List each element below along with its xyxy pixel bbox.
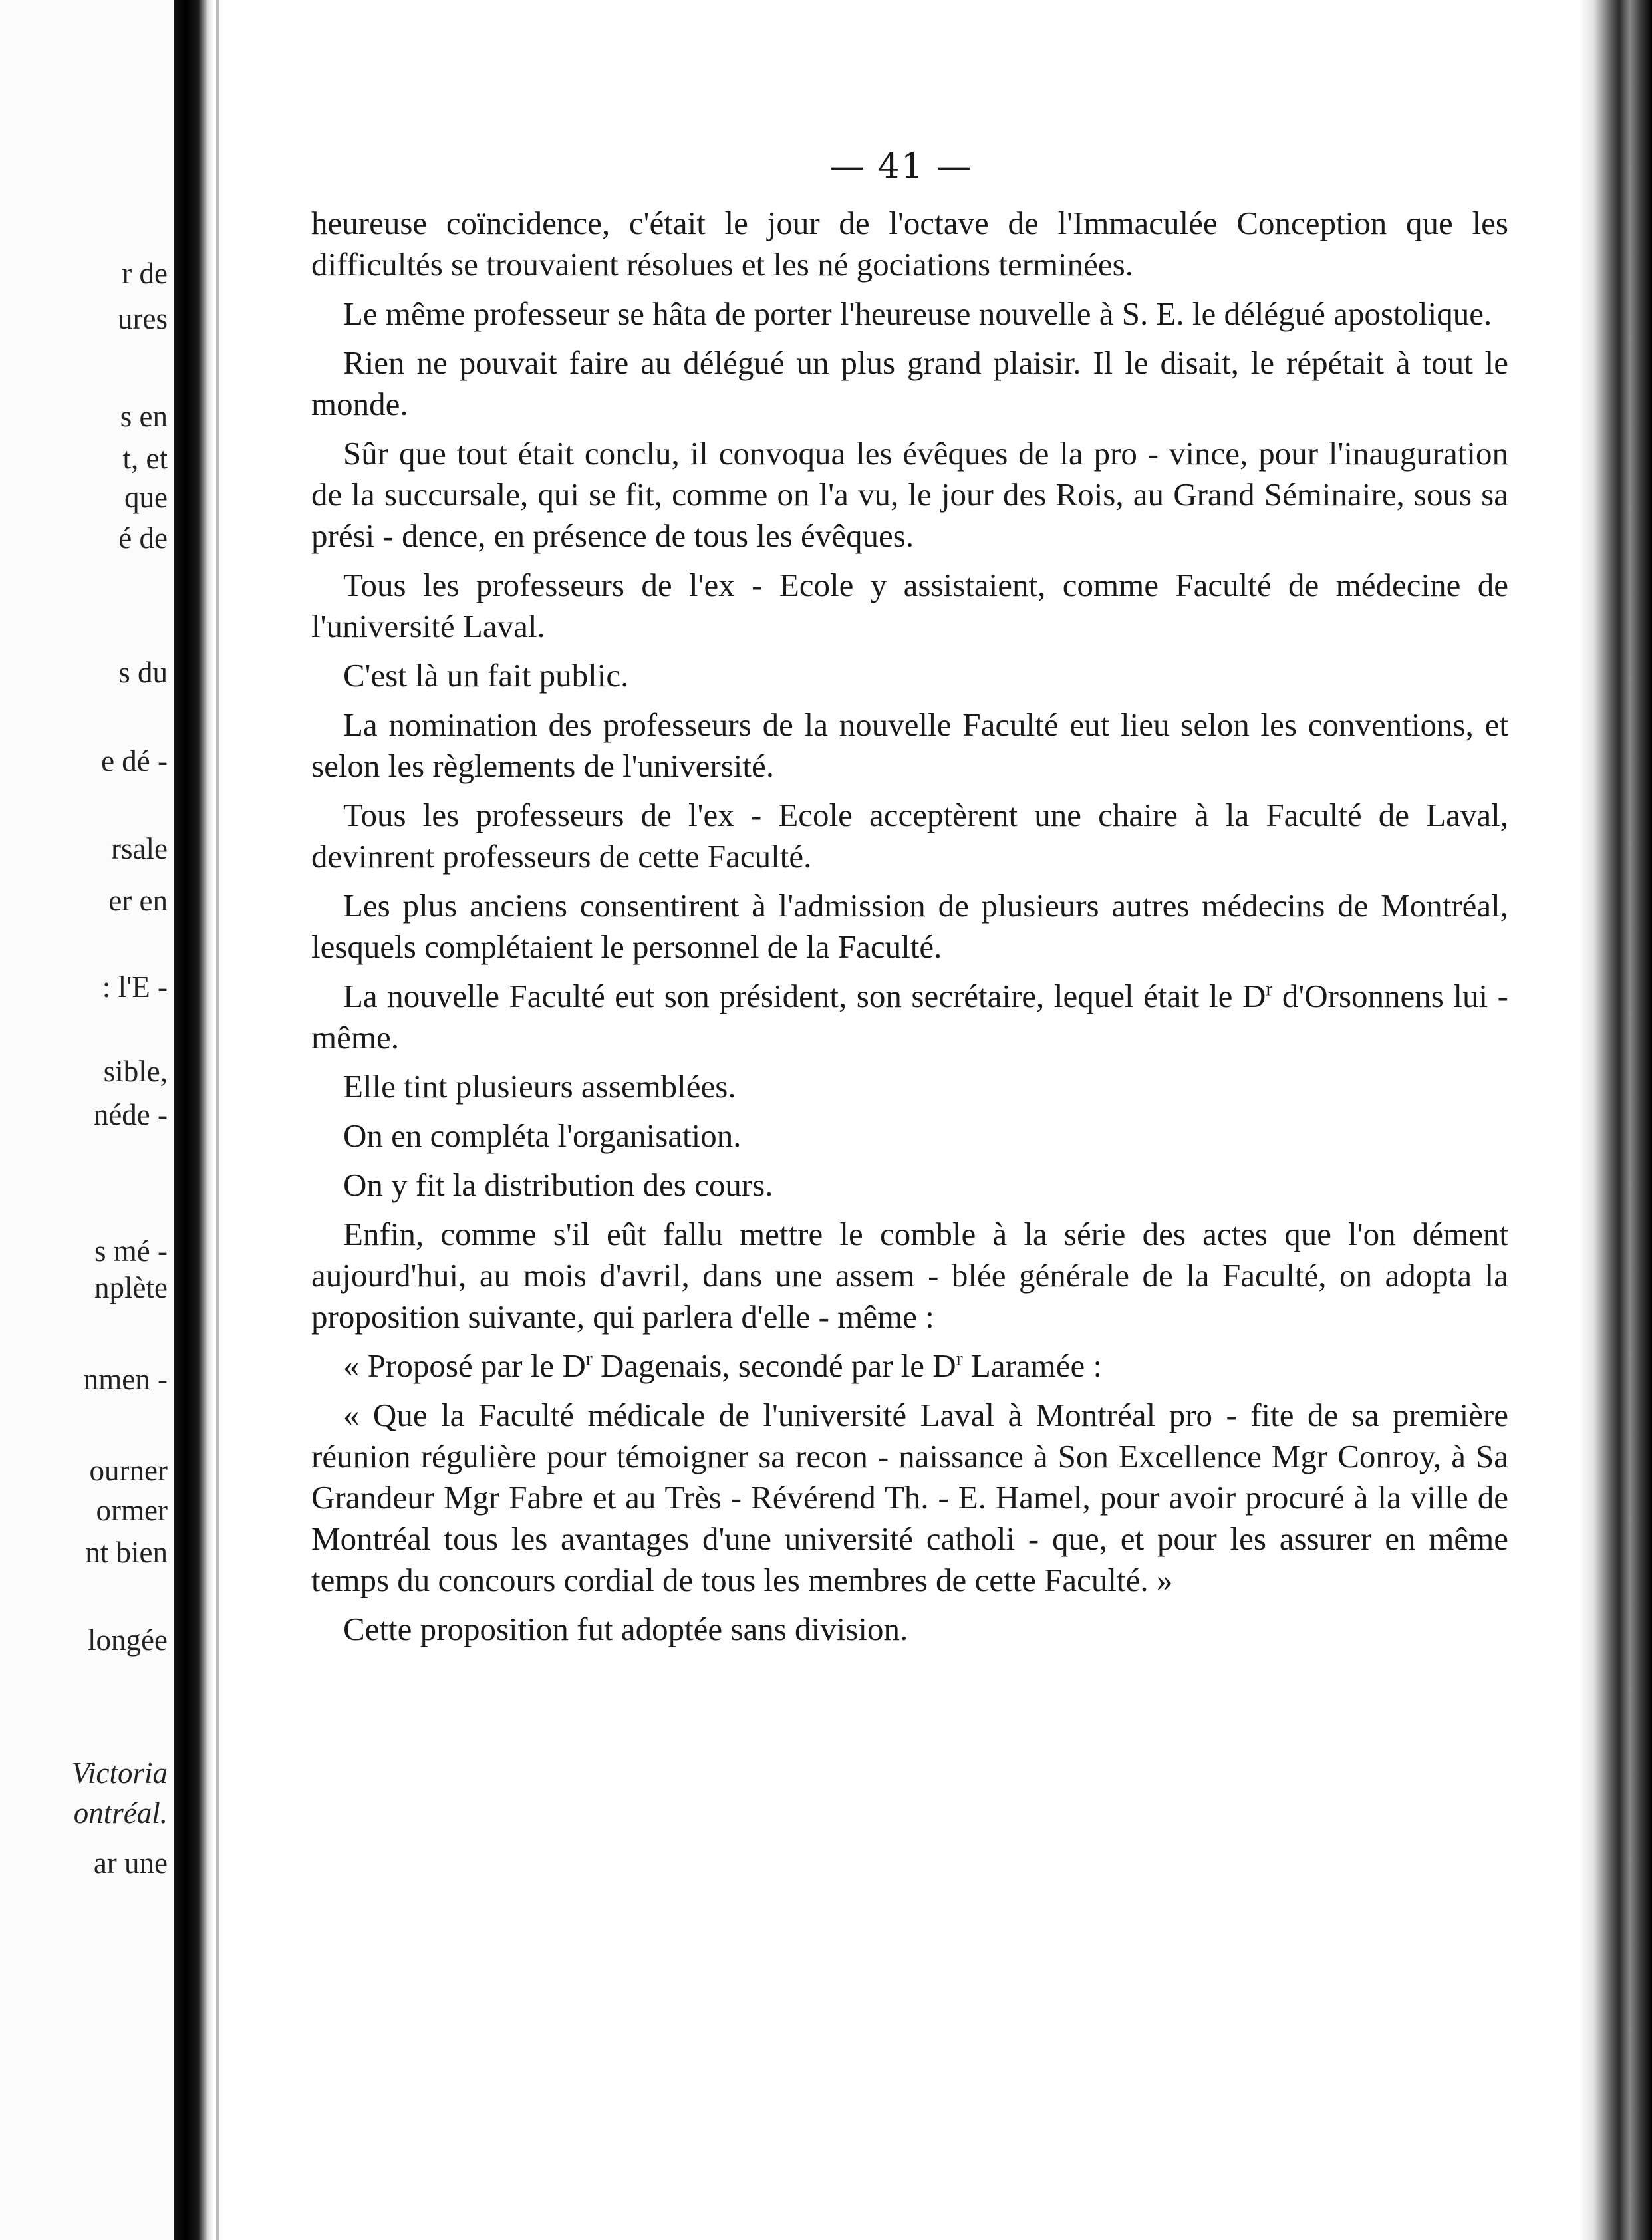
paragraph: Elle tint plusieurs assemblées. (343, 1068, 736, 1105)
gutter-edge (216, 0, 219, 2240)
paragraph-text: « Proposé par le D (343, 1347, 586, 1384)
left-fragment: s du (118, 656, 168, 689)
left-fragment: nt bien (85, 1536, 168, 1569)
left-fragment: s en (120, 400, 168, 433)
paragraph-text: La nouvelle Faculté eut son président, son secrétaire, lequel était le D (343, 978, 1266, 1014)
paragraph (311, 1345, 1508, 1387)
left-fragment: e dé - (101, 744, 168, 777)
paragraph-text: Laramée : (962, 1347, 1103, 1384)
book-gutter (174, 0, 214, 2240)
superscript: r (1266, 978, 1273, 1000)
paragraph: Cette proposition fut adoptée sans division. (343, 1611, 908, 1647)
paragraph-text: Dagenais, secondé par le D (592, 1347, 956, 1384)
left-fragment: néde - (93, 1098, 168, 1131)
paragraph: C'est là un fait public. (343, 657, 629, 694)
left-fragment: ar une (93, 1846, 168, 1880)
paragraph: Tous les professeurs de l'ex - Ecole acceptèrent une chaire à la Faculté de Laval, devinrent professeurs de cette Faculté. (311, 797, 1508, 875)
left-fragment: s mé - (94, 1234, 168, 1268)
paragraph: La nomination des professeurs de la nouvelle Faculté eut lieu selon les conventions, et selon les règlements de l'université. (311, 706, 1508, 784)
paragraph: « Que la Faculté médicale de l'université Laval à Montréal pro - fite de sa première réunion régulière pour témoigner sa recon - naissance à Son Excellence Mgr Conroy, à Sa Grandeur Mgr Fabre et au Très - Révérend Th. - E. Hamel, pour avoir procuré à la ville de Montréal tous les avantages d'une université catholi - que, et pour les assurer en même temps du concours cordial de tous les membres de cette Faculté. » (311, 1397, 1508, 1598)
paragraph (311, 976, 1508, 1058)
left-fragment: ures (118, 302, 168, 335)
left-fragment: er en (108, 884, 168, 917)
left-fragment: nmen - (83, 1363, 168, 1396)
superscript: r (585, 1347, 593, 1370)
page-stack-edge (1579, 0, 1652, 2240)
left-page-margin (0, 0, 174, 2240)
paragraph: On en compléta l'organisation. (343, 1117, 742, 1154)
left-fragment: : l'E - (102, 970, 168, 1004)
paragraph: Les plus anciens consentirent à l'admission de plusieurs autres médecins de Montréal, lesquels complétaient le personnel de la Faculté. (311, 887, 1508, 965)
paragraph-text: d'Orsonnens lui - même. (311, 978, 1508, 1055)
left-fragment: ormer (96, 1494, 168, 1527)
paragraph: Enfin, comme s'il eût fallu mettre le comble à la série des actes que l'on dément aujourd'hui, au mois d'avril, dans une assem - blée générale de la Faculté, on adopta la proposition suivante, qui parlera d'elle - même : (311, 1216, 1508, 1335)
left-fragment: nplète (94, 1271, 168, 1304)
main-page (226, 0, 1576, 2240)
paragraph: On y fit la distribution des cours. (343, 1167, 773, 1203)
left-fragment: que (124, 481, 168, 514)
left-fragment: sible, (103, 1055, 168, 1088)
paragraph: Sûr que tout était conclu, il convoqua les évêques de la pro - vince, pour l'inauguration de la succursale, qui se fit, comme on l'a vu, le jour des Rois, au Grand Séminaire, sous sa prési - dence, en présence de tous les évêques. (311, 435, 1508, 554)
page-number: — 41 — (829, 146, 973, 186)
body-text (311, 203, 1508, 1658)
paragraph: heureuse coïncidence, c'était le jour de l'octave de l'Immaculée Conception que les difficultés se trouvaient résolues et les né gociations terminées. (311, 205, 1508, 283)
left-fragment: é de (118, 521, 168, 555)
left-fragment: t, et (122, 442, 168, 475)
paragraph: Rien ne pouvait faire au délégué un plus grand plaisir. Il le disait, le répétait à tout le monde. (311, 345, 1508, 422)
superscript: r (956, 1347, 963, 1370)
left-fragment: Victoria (71, 1756, 168, 1790)
left-fragment: rsale (111, 832, 168, 865)
left-fragment: r de (122, 257, 168, 290)
paragraph: Le même professeur se hâta de porter l'heureuse nouvelle à S. E. le délégué apostolique. (343, 295, 1492, 332)
left-fragment: ontréal. (73, 1796, 168, 1830)
left-fragment: ourner (89, 1454, 168, 1487)
paragraph: Tous les professeurs de l'ex - Ecole y assistaient, comme Faculté de médecine de l'université Laval. (311, 567, 1508, 644)
left-fragment: longée (88, 1623, 168, 1657)
